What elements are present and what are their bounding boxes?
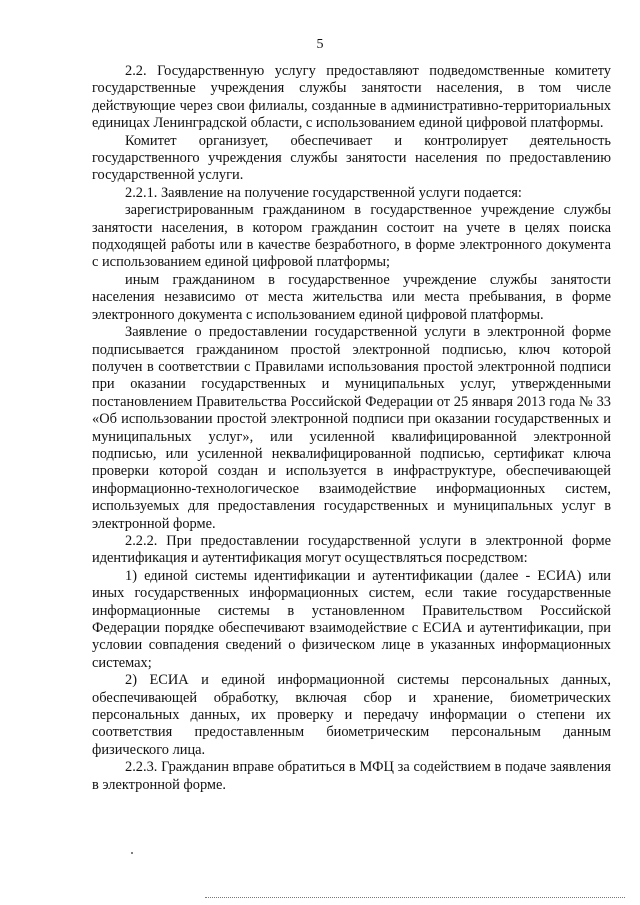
page-number: 5 (316, 37, 324, 52)
document-body (92, 63, 611, 794)
paragraph-registered-citizen: зарегистрированным гражданином в государственное учреждение службы занятости населения, в котором гражданин состоит на учете в целях поиска подходящей работы или в качестве безработного, в форме электронного документа с использованием единой цифровой платформы; (92, 202, 611, 271)
paragraph-esia: 1) единой системы идентификации и аутентификации (далее - ЕСИА) или иных государственных информационных систем, если такие государственные информационные системы в установленном Правительством Российской Федерации порядке обеспечивают взаимодействие с ЕСИА и аутентификации, при условии совпадения сведений о физическом лице в указанных информационных системах; (92, 567, 611, 671)
paragraph-2-2-3: 2.2.3. Гражданин вправе обратиться в МФЦ за содействием в подаче заявления в электронной форме. (92, 759, 611, 793)
paragraph-2-2-2: 2.2.2. При предоставлении государственной услуги в электронной форме идентификация и аутентификация могут осуществляться посредством: (92, 532, 611, 567)
paragraph-other-citizen: иным гражданином в государственное учреждение службы занятости населения независимо от места жительства или места пребывания, в форме электронного документа с использованием единой цифровой платформы. (92, 271, 611, 323)
paragraph-committee: Комитет организует, обеспечивает и контролирует деятельность государственного учреждения службы занятости населения по предоставлению государственной услуги. (92, 132, 611, 184)
paragraph-2-2-1: 2.2.1. Заявление на получение государственной услуги подается: (125, 184, 522, 201)
paragraph-2-2: 2.2. Государственную услугу предоставляют подведомственные комитету государственные учреждения службы занятости населения, в том числе действующие через свои филиалы, созданные в административно-территориальных единицах Ленинградской области, с использованием единой цифровой платформы. (92, 63, 611, 132)
paragraph-electronic-signature: Заявление о предоставлении государственной услуги в электронной форме подписывается гражданином простой электронной подписью, ключ которой получен в соответствии с Правилами использования простой электронной подписи при оказании государственных и муниципальных услуг, утвержденными постановлением Правительства Российской Федерации от 25 января 2013 года № 33 «Об использовании простой электронной подписи при оказании государственных и муниципальных услуг», или усиленной квалифицированной электронной подписью, или усиленной неквалифицированной подписью, сертификат ключа проверки которой создан и используется в инфраструктуре, обеспечивающей информационно-технологическое взаимодействие информационных систем, используемых для предоставления государственных и муниципальных услуг в электронной форме. (92, 324, 611, 532)
paragraph-biometric: 2) ЕСИА и единой информационной системы персональных данных, обеспечивающей обработку, включая сбор и хранение, биометрических персональных данных, их проверку и передачу информации о степени их соответствия предоставленным биометрическим персональным данным физического лица. (92, 672, 611, 758)
scan-speck (131, 852, 133, 854)
footer-rule (205, 897, 625, 898)
